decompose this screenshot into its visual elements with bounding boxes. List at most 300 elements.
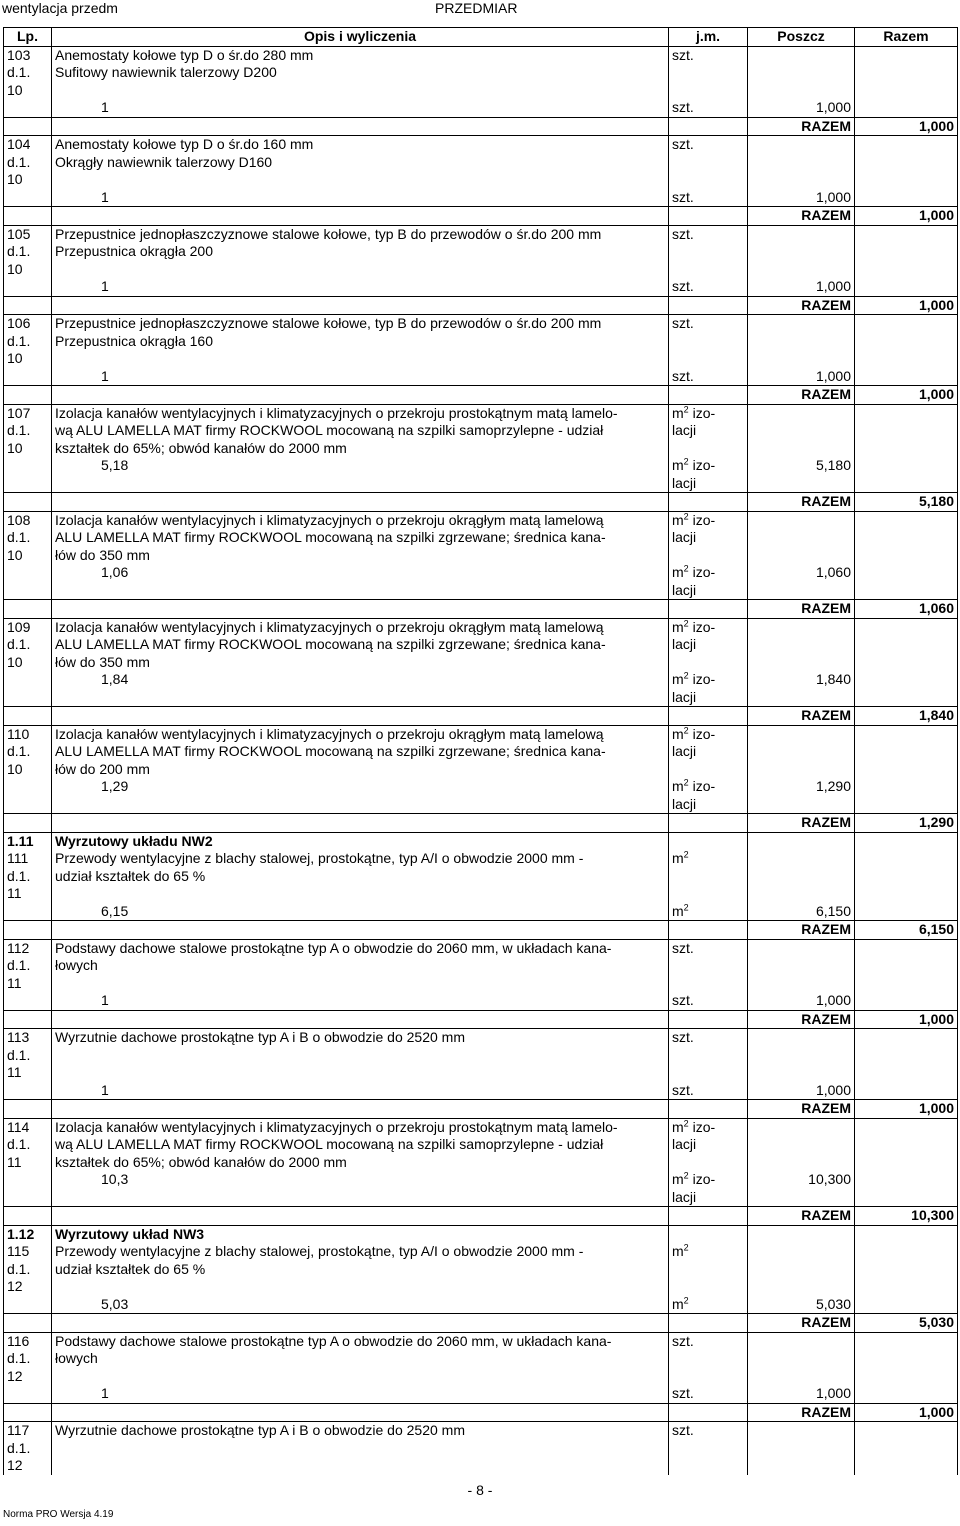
item-lp-part: 11: [7, 1064, 22, 1080]
item-row: [4, 404, 958, 457]
calc-blank-cell: [855, 564, 958, 600]
section-row: [4, 832, 958, 850]
calc-blank-cell: [4, 1171, 52, 1207]
total-row: [4, 1100, 958, 1119]
item-blank-cell: [855, 725, 958, 778]
item-lp: [4, 46, 52, 99]
calc-row: [4, 1171, 958, 1207]
total-blank-cell: [4, 1314, 52, 1333]
calc-expression: 1: [52, 189, 669, 207]
item-lp-part: 110: [7, 725, 30, 742]
item-blank-cell: [855, 1118, 958, 1171]
item-blank-cell: [748, 1422, 855, 1475]
item-unit: $m^2$: [669, 1243, 748, 1296]
item-lp-part: 10: [7, 260, 23, 277]
calc-blank-cell: [4, 368, 52, 386]
total-blank-cell: [669, 707, 748, 726]
total-blank-cell: [669, 207, 748, 226]
item-lp-part: d.1.: [7, 636, 31, 652]
calc-blank-cell: [4, 778, 52, 814]
item-unit: $m^2$ izo- lacji: [669, 725, 748, 778]
calc-expression: 1,29: [52, 778, 669, 814]
bill-of-quantities-table: [3, 27, 958, 1475]
item-blank-cell: [748, 1243, 855, 1296]
calc-unit: $m^2$ izo- lacji: [669, 778, 748, 814]
calc-partial-value: 1,000: [748, 1385, 855, 1403]
calc-unit: szt.: [669, 368, 748, 386]
calc-expression: 5,18: [52, 457, 669, 493]
total-blank-cell: [669, 1403, 748, 1422]
total-blank-cell: [4, 1100, 52, 1119]
calc-blank-cell: [4, 564, 52, 600]
calc-blank-cell: [4, 189, 52, 207]
total-value: 1,840: [855, 707, 958, 726]
item-row: [4, 1332, 958, 1385]
item-lp: [4, 1332, 52, 1385]
total-blank-cell: [669, 493, 748, 512]
item-description: Izolacja kanałów wentylacyjnych i klimatyzacyjnych o przekroju prostokątnym matą lamelo- wą ALU LAMELLA MAT firmy ROCKWOOL mocowaną na szpilki samoprzylepne - udział kształtek do 65%; obwód kanałów do 2000 mm: [52, 1118, 669, 1171]
item-lp-part: 10: [7, 760, 23, 777]
total-blank-cell: [4, 921, 52, 940]
calc-partial-value: 1,000: [748, 278, 855, 296]
total-blank-cell: [669, 814, 748, 833]
section-number: 1.12: [4, 1225, 52, 1243]
total-value: 1,290: [855, 814, 958, 833]
total-blank-cell: [4, 296, 52, 315]
calc-expression: 1: [52, 1082, 669, 1100]
item-blank-cell: [855, 136, 958, 189]
calc-row: [4, 1385, 958, 1403]
table-header-row: [4, 28, 958, 47]
calc-partial-value: 6,150: [748, 903, 855, 921]
calc-expression: 5,03: [52, 1296, 669, 1314]
item-unit: szt.: [669, 315, 748, 368]
section-row: [4, 1225, 958, 1243]
section-blank-cell: [669, 1225, 748, 1243]
item-unit: szt.: [669, 46, 748, 99]
item-unit: szt.: [669, 136, 748, 189]
item-unit: $m^2$ izo- lacji: [669, 511, 748, 564]
total-row: [4, 296, 958, 315]
total-label: RAZEM: [748, 707, 855, 726]
item-lp-part: 105: [7, 225, 31, 242]
calc-unit: szt.: [669, 1385, 748, 1403]
section-blank-cell: [855, 1225, 958, 1243]
total-blank-cell: [52, 600, 669, 619]
item-blank-cell: [748, 1118, 855, 1171]
item-lp-part: 106: [7, 315, 31, 331]
total-value: 1,000: [855, 207, 958, 226]
total-row: [4, 1403, 958, 1422]
item-blank-cell: [855, 46, 958, 99]
calc-unit: $m^2$ izo- lacji: [669, 564, 748, 600]
item-description: Przepustnice jednopłaszczyznowe stalowe kołowe, typ B do przewodów o śr.do 200 mm Przepustnica okrągła 200: [52, 225, 669, 278]
calc-expression: 1: [52, 278, 669, 296]
calc-row: [4, 778, 958, 814]
item-blank-cell: [748, 850, 855, 903]
calc-row: [4, 457, 958, 493]
item-blank-cell: [855, 225, 958, 278]
total-label: RAZEM: [748, 117, 855, 136]
item-lp-part: 109: [7, 618, 31, 635]
item-lp-part: d.1.: [7, 153, 31, 170]
item-description: Izolacja kanałów wentylacyjnych i klimatyzacyjnych o przekroju okrągłym matą lamelową ALU LAMELLA MAT firmy ROCKWOOL mocowaną na szpilki zgrzewane; średnica kana- łów do 200 mm: [52, 725, 669, 778]
document-title: wentylacja przedm: [2, 0, 118, 16]
table-body: [4, 46, 958, 1475]
item-lp-part: 103: [7, 46, 31, 63]
calc-unit: szt.: [669, 1082, 748, 1100]
item-lp-part: d.1.: [7, 243, 31, 259]
item-lp-part: 112: [7, 939, 30, 956]
total-label: RAZEM: [748, 1100, 855, 1119]
section-blank-cell: [748, 832, 855, 850]
item-lp-part: 108: [7, 511, 31, 528]
item-lp-part: d.1.: [7, 529, 31, 545]
item-blank-cell: [748, 939, 855, 992]
calc-blank-cell: [855, 1082, 958, 1100]
item-blank-cell: [748, 1029, 855, 1082]
calc-partial-value: 5,030: [748, 1296, 855, 1314]
item-description: Przewody wentylacyjne z blachy stalowej, prostokątne, typ A/I o obwodzie 2000 mm - udział kształtek do 65 %: [52, 1243, 669, 1296]
item-unit: szt.: [669, 225, 748, 278]
item-lp: [4, 1118, 52, 1171]
item-blank-cell: [748, 511, 855, 564]
item-row: [4, 618, 958, 671]
item-unit: szt.: [669, 1422, 748, 1475]
total-label: RAZEM: [748, 1403, 855, 1422]
total-label: RAZEM: [748, 1010, 855, 1029]
item-lp: [4, 225, 52, 278]
calc-row: [4, 278, 958, 296]
item-unit: $m^2$ izo- lacji: [669, 1118, 748, 1171]
calc-unit: szt.: [669, 278, 748, 296]
item-lp-part: 11: [7, 1153, 22, 1170]
item-lp: [4, 404, 52, 457]
total-row: [4, 707, 958, 726]
item-lp-part: 107: [7, 404, 31, 421]
item-lp-part: d.1.: [7, 332, 31, 349]
item-lp-part: d.1.: [7, 957, 31, 973]
total-blank-cell: [4, 386, 52, 405]
item-description: Anemostaty kołowe typ D o śr.do 280 mm Sufitowy nawiewnik talerzowy D200: [52, 46, 669, 99]
item-lp-part: 111: [7, 850, 29, 866]
calc-expression: 1: [52, 99, 669, 117]
calc-blank-cell: [855, 671, 958, 707]
calc-partial-value: 10,300: [748, 1171, 855, 1207]
item-blank-cell: [855, 1422, 958, 1475]
total-label: RAZEM: [748, 600, 855, 619]
item-lp: [4, 850, 52, 903]
item-description: Przepustnice jednopłaszczyznowe stalowe kołowe, typ B do przewodów o śr.do 200 mm Przepustnica okrągła 160: [52, 315, 669, 368]
calc-unit: szt.: [669, 99, 748, 117]
total-value: 6,150: [855, 921, 958, 940]
item-description: Wyrzutnie dachowe prostokątne typ A i B o obwodzie do 2520 mm: [52, 1029, 669, 1082]
calc-partial-value: 1,000: [748, 368, 855, 386]
item-blank-cell: [748, 225, 855, 278]
calc-blank-cell: [4, 278, 52, 296]
total-label: RAZEM: [748, 386, 855, 405]
item-lp-part: d.1.: [7, 1350, 31, 1366]
item-description: Izolacja kanałów wentylacyjnych i klimatyzacyjnych o przekroju prostokątnym matą lamelo- wą ALU LAMELLA MAT firmy ROCKWOOL mocowaną na szpilki samoprzylepne - udział kształtek do 65%; obwód kanałów do 2000 mm: [52, 404, 669, 457]
calc-blank-cell: [855, 1385, 958, 1403]
total-blank-cell: [669, 117, 748, 136]
item-description: Podstawy dachowe stalowe prostokątne typ A o obwodzie do 2060 mm, w układach kana- łowych: [52, 1332, 669, 1385]
item-unit: $m^2$: [669, 850, 748, 903]
item-lp: [4, 725, 52, 778]
total-blank-cell: [669, 600, 748, 619]
total-value: 1,000: [855, 117, 958, 136]
item-row: [4, 725, 958, 778]
total-blank-cell: [669, 1314, 748, 1333]
total-value: 1,000: [855, 296, 958, 315]
page-number: - 8 -: [467, 1482, 493, 1498]
calc-partial-value: 1,840: [748, 671, 855, 707]
item-lp-part: d.1.: [7, 1136, 31, 1152]
col-header-lp: Lp.: [4, 28, 52, 47]
calc-row: [4, 564, 958, 600]
total-row: [4, 386, 958, 405]
item-row: [4, 1029, 958, 1082]
col-header-partial: Poszcz: [748, 28, 855, 47]
total-blank-cell: [52, 921, 669, 940]
calc-blank-cell: [4, 99, 52, 117]
calc-row: [4, 1296, 958, 1314]
calc-expression: 1,06: [52, 564, 669, 600]
calc-partial-value: 1,000: [748, 99, 855, 117]
item-unit: szt.: [669, 939, 748, 992]
section-title: Wyrzutowy układu NW2: [52, 832, 669, 850]
calc-blank-cell: [855, 189, 958, 207]
total-value: 5,030: [855, 1314, 958, 1333]
item-row: [4, 850, 958, 903]
calc-row: [4, 368, 958, 386]
item-lp-part: 113: [7, 1029, 30, 1045]
total-blank-cell: [4, 1207, 52, 1226]
item-lp-part: 115: [7, 1243, 30, 1259]
calc-expression: 1,84: [52, 671, 669, 707]
item-blank-cell: [855, 1332, 958, 1385]
col-header-unit: j.m.: [669, 28, 748, 47]
software-version: Norma PRO Wersja 4.19: [3, 1509, 114, 1520]
item-blank-cell: [855, 618, 958, 671]
total-blank-cell: [4, 493, 52, 512]
item-blank-cell: [748, 404, 855, 457]
total-blank-cell: [669, 386, 748, 405]
total-blank-cell: [4, 117, 52, 136]
item-lp-part: 12: [7, 1278, 23, 1294]
total-blank-cell: [669, 1207, 748, 1226]
calc-unit: szt.: [669, 189, 748, 207]
item-lp-part: 116: [7, 1332, 30, 1349]
calc-expression: 10,3: [52, 1171, 669, 1207]
calc-row: [4, 189, 958, 207]
calc-row: [4, 903, 958, 921]
item-lp: [4, 1243, 52, 1296]
total-value: 5,180: [855, 493, 958, 512]
item-lp-part: 114: [7, 1118, 30, 1135]
item-lp-part: d.1.: [7, 1439, 31, 1456]
total-value: 1,000: [855, 1100, 958, 1119]
total-label: RAZEM: [748, 1207, 855, 1226]
total-row: [4, 814, 958, 833]
item-blank-cell: [855, 939, 958, 992]
calc-blank-cell: [855, 99, 958, 117]
item-blank-cell: [748, 725, 855, 778]
total-value: 1,000: [855, 1010, 958, 1029]
item-lp: [4, 1029, 52, 1082]
calc-blank-cell: [855, 903, 958, 921]
item-blank-cell: [855, 404, 958, 457]
calc-blank-cell: [855, 368, 958, 386]
calc-blank-cell: [4, 1385, 52, 1403]
total-label: RAZEM: [748, 207, 855, 226]
total-blank-cell: [669, 1010, 748, 1029]
calc-partial-value: 1,000: [748, 992, 855, 1010]
item-blank-cell: [748, 46, 855, 99]
calc-row: [4, 99, 958, 117]
total-value: 1,000: [855, 1403, 958, 1422]
item-row: [4, 225, 958, 278]
item-lp-part: d.1.: [7, 64, 31, 80]
item-row: [4, 46, 958, 99]
calc-expression: 1: [52, 992, 669, 1010]
item-lp-part: 11: [7, 885, 22, 901]
calc-expression: 1: [52, 368, 669, 386]
item-lp-part: d.1.: [7, 867, 31, 884]
total-blank-cell: [4, 1010, 52, 1029]
calc-row: [4, 1082, 958, 1100]
total-row: [4, 1010, 958, 1029]
calc-unit: szt.: [669, 992, 748, 1010]
item-blank-cell: [748, 618, 855, 671]
section-blank-cell: [669, 832, 748, 850]
total-label: RAZEM: [748, 921, 855, 940]
item-lp-part: 12: [7, 1367, 23, 1384]
item-lp-part: d.1.: [7, 1260, 31, 1277]
calc-partial-value: 1,000: [748, 1082, 855, 1100]
item-lp-part: d.1.: [7, 1046, 31, 1063]
total-blank-cell: [52, 296, 669, 315]
total-blank-cell: [52, 1100, 669, 1119]
item-description: Przewody wentylacyjne z blachy stalowej, prostokątne, typ A/I o obwodzie 2000 mm - udział kształtek do 65 %: [52, 850, 669, 903]
total-label: RAZEM: [748, 814, 855, 833]
total-blank-cell: [52, 1403, 669, 1422]
calc-blank-cell: [855, 992, 958, 1010]
section-blank-cell: [855, 832, 958, 850]
calc-unit: $m^2$ izo- lacji: [669, 1171, 748, 1207]
total-blank-cell: [4, 707, 52, 726]
item-row: [4, 939, 958, 992]
item-lp-part: 10: [7, 171, 23, 187]
section-number: 1.11: [4, 832, 52, 850]
item-lp-part: 12: [7, 1457, 23, 1473]
item-unit: $m^2$ izo- lacji: [669, 404, 748, 457]
item-blank-cell: [748, 1332, 855, 1385]
item-row: [4, 1243, 958, 1296]
item-lp-part: d.1.: [7, 743, 31, 759]
item-blank-cell: [855, 1243, 958, 1296]
calc-blank-cell: [855, 278, 958, 296]
calc-partial-value: 1,000: [748, 189, 855, 207]
total-blank-cell: [4, 207, 52, 226]
total-blank-cell: [669, 296, 748, 315]
item-lp-part: 10: [7, 546, 23, 563]
calc-partial-value: 5,180: [748, 457, 855, 493]
total-row: [4, 1207, 958, 1226]
calc-blank-cell: [4, 457, 52, 493]
item-description: Podstawy dachowe stalowe prostokątne typ A o obwodzie do 2060 mm, w układach kana- łowych: [52, 939, 669, 992]
col-header-total: Razem: [855, 28, 958, 47]
total-label: RAZEM: [748, 493, 855, 512]
total-row: [4, 921, 958, 940]
calc-blank-cell: [4, 992, 52, 1010]
item-blank-cell: [855, 1029, 958, 1082]
calc-blank-cell: [4, 671, 52, 707]
total-blank-cell: [4, 814, 52, 833]
item-lp: [4, 315, 52, 368]
document-type: PRZEDMIAR: [435, 0, 518, 16]
calc-blank-cell: [855, 1296, 958, 1314]
item-lp: [4, 939, 52, 992]
calc-row: [4, 671, 958, 707]
item-lp-part: 10: [7, 81, 23, 98]
item-lp: [4, 1422, 52, 1475]
item-unit: szt.: [669, 1029, 748, 1082]
calc-unit: $m^2$ izo- lacji: [669, 671, 748, 707]
item-unit: $m^2$ izo- lacji: [669, 618, 748, 671]
item-row: [4, 315, 958, 368]
calc-blank-cell: [855, 457, 958, 493]
total-blank-cell: [52, 207, 669, 226]
calc-blank-cell: [855, 1171, 958, 1207]
item-blank-cell: [855, 315, 958, 368]
calc-blank-cell: [4, 1082, 52, 1100]
item-lp-part: 11: [7, 974, 22, 991]
item-lp: [4, 136, 52, 189]
item-lp-part: 10: [7, 653, 23, 670]
total-row: [4, 600, 958, 619]
item-lp: [4, 511, 52, 564]
calc-expression: 1: [52, 1385, 669, 1403]
total-blank-cell: [52, 386, 669, 405]
item-row: [4, 1422, 958, 1475]
item-lp-part: 104: [7, 136, 31, 152]
item-description: Izolacja kanałów wentylacyjnych i klimatyzacyjnych o przekroju okrągłym matą lamelową ALU LAMELLA MAT firmy ROCKWOOL mocowaną na szpilki zgrzewane; średnica kana- łów do 350 mm: [52, 511, 669, 564]
calc-blank-cell: [855, 778, 958, 814]
calc-unit: $m^2$: [669, 903, 748, 921]
item-lp-part: 10: [7, 439, 23, 456]
calc-unit: $m^2$: [669, 1296, 748, 1314]
item-blank-cell: [748, 315, 855, 368]
section-blank-cell: [748, 1225, 855, 1243]
total-label: RAZEM: [748, 1314, 855, 1333]
item-lp: [4, 618, 52, 671]
item-row: [4, 511, 958, 564]
calc-partial-value: 1,290: [748, 778, 855, 814]
item-blank-cell: [855, 511, 958, 564]
item-unit: szt.: [669, 1332, 748, 1385]
total-row: [4, 493, 958, 512]
total-blank-cell: [4, 1403, 52, 1422]
total-blank-cell: [52, 814, 669, 833]
item-description: Wyrzutnie dachowe prostokątne typ A i B o obwodzie do 2520 mm: [52, 1422, 669, 1475]
total-blank-cell: [669, 1100, 748, 1119]
total-blank-cell: [52, 117, 669, 136]
total-blank-cell: [52, 1207, 669, 1226]
item-lp-part: 10: [7, 350, 23, 366]
item-description: Anemostaty kołowe typ D o śr.do 160 mm Okrągły nawiewnik talerzowy D160: [52, 136, 669, 189]
item-row: [4, 1118, 958, 1171]
